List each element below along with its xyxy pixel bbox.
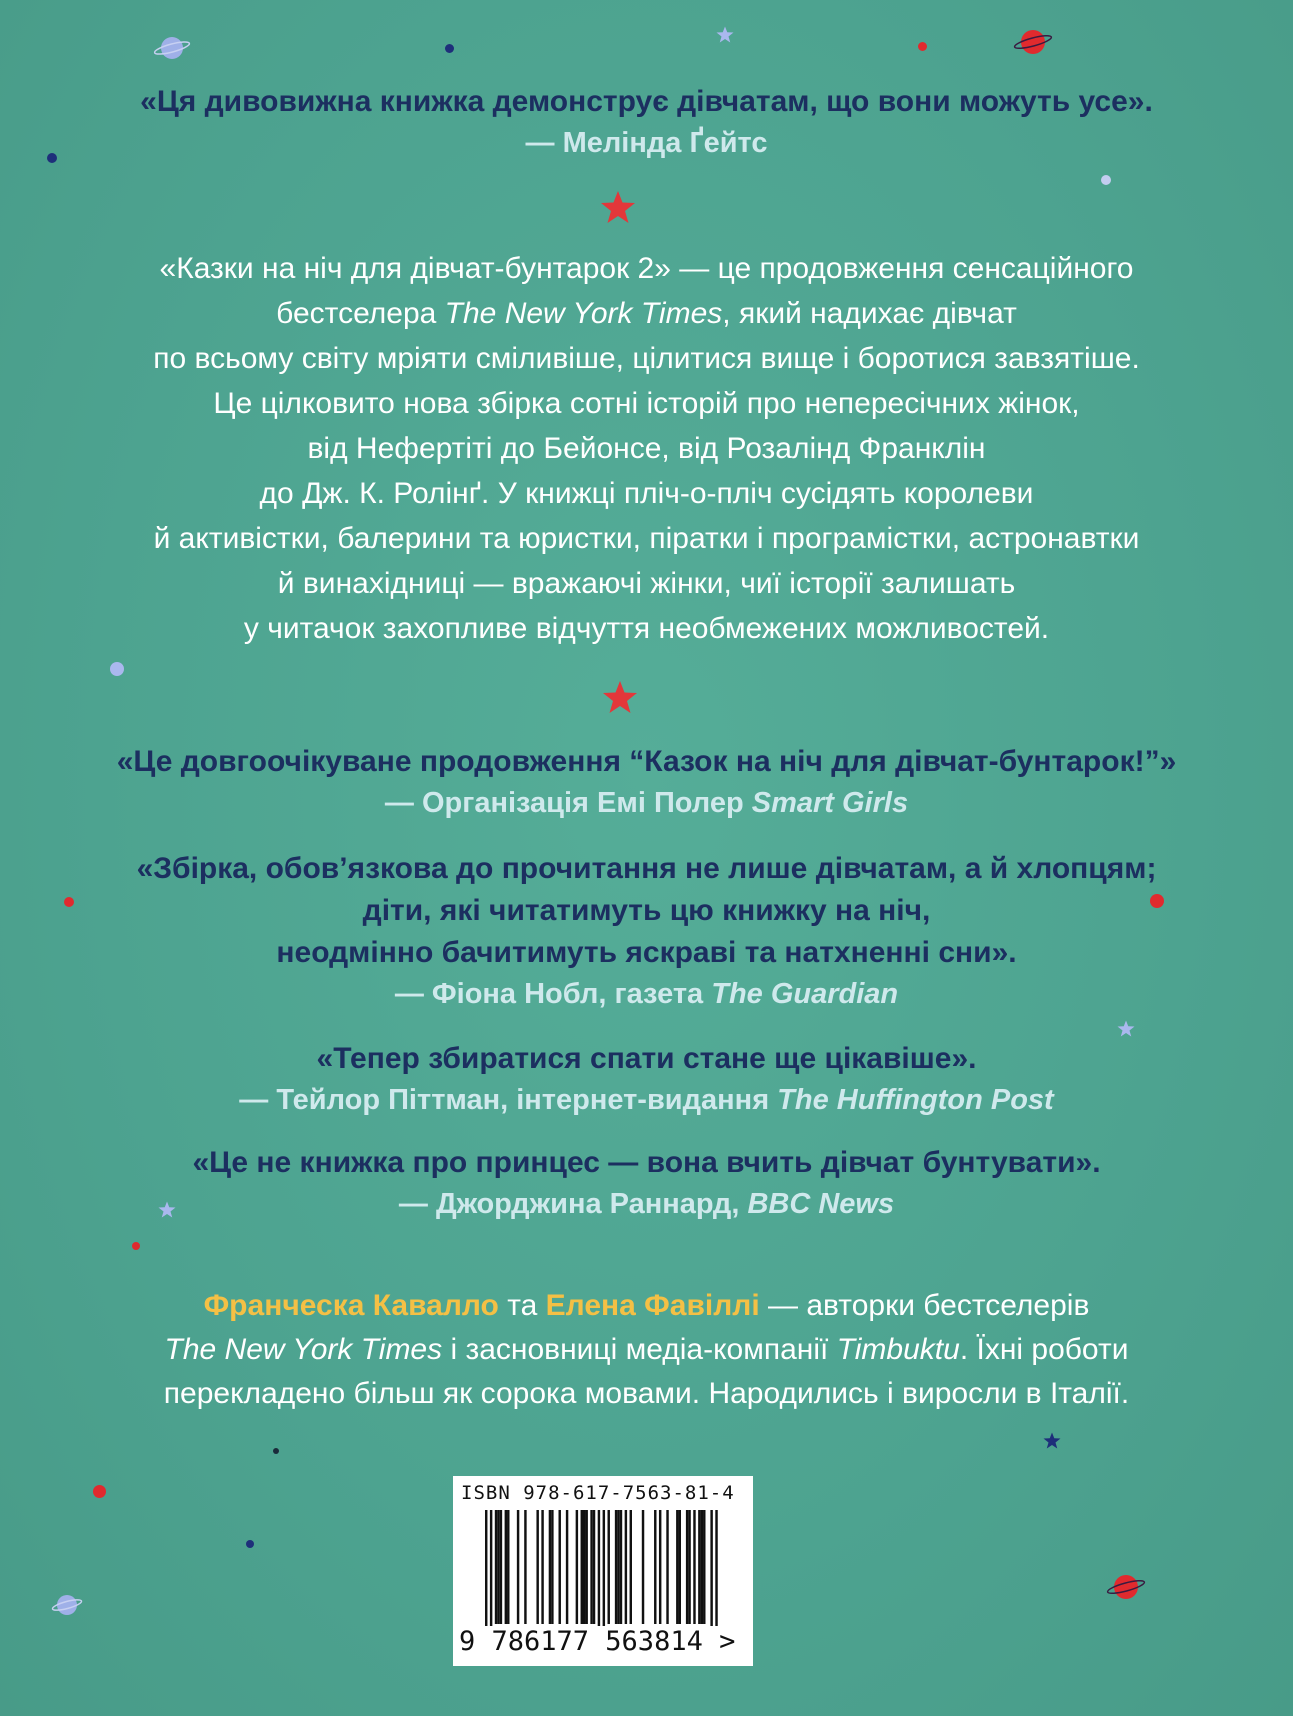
barcode-bar	[715, 1510, 717, 1638]
isbn-barcode	[453, 1476, 753, 1666]
book-description	[40, 246, 1253, 651]
dot-dark-icon	[273, 1448, 279, 1454]
barcode-bar	[625, 1510, 627, 1624]
dot-navy-icon	[445, 44, 454, 53]
description-line: по всьому світу мріяти сміливіше, цілитися вище і боротися завзятіше.	[153, 342, 1140, 375]
authors-text: та	[498, 1289, 546, 1322]
quote-text: «Ця дивовижна книжка демонструє дівчатам, що вони можуть усе».	[140, 85, 1153, 118]
barcode-bar	[654, 1510, 656, 1624]
star-red-icon	[600, 190, 636, 224]
quote-text: неодмінно бачитимуть яскраві та натхненні сни».	[276, 936, 1017, 969]
barcode-bars	[463, 1510, 743, 1638]
star-red-icon	[602, 680, 638, 714]
barcode-bar	[630, 1510, 632, 1624]
barcode-bar	[576, 1510, 578, 1624]
dot-red-icon	[918, 42, 927, 51]
barcode-bar	[497, 1510, 499, 1624]
barcode-bar	[659, 1510, 661, 1624]
description-italic: The New York Times	[444, 297, 723, 330]
authors-text: . Їхні роботи	[959, 1333, 1129, 1366]
planet-blue-icon	[152, 30, 192, 66]
authors-italic: Timbuktu	[836, 1333, 960, 1366]
barcode-bar	[524, 1510, 526, 1624]
barcode-bar	[615, 1510, 617, 1624]
star-small-blue-icon	[716, 26, 734, 43]
barcode-bar	[590, 1510, 592, 1624]
barcode-bar	[549, 1510, 551, 1624]
barcode-bar	[517, 1510, 519, 1624]
barcode-bar	[603, 1510, 605, 1638]
dot-red-icon	[132, 1242, 140, 1250]
barcode-bar	[593, 1510, 595, 1624]
star-small-blue-icon	[1117, 1020, 1135, 1037]
attribution-text: — Джорджина Раннард,	[398, 1188, 748, 1220]
star-small-navy-icon	[1043, 1432, 1061, 1449]
barcode-bar	[701, 1510, 703, 1624]
isbn-label: ISBN 978-617-7563-81-4	[461, 1482, 735, 1504]
description-line: «Казки на ніч для дівчат-бунтарок 2» — це продовження сенсаційного	[159, 252, 1134, 285]
planet-red-icon	[1012, 22, 1054, 62]
quote-text: «Збірка, обов’язкова до прочитання не лише дівчатам, а й хлопцям;	[136, 852, 1157, 885]
barcode-bar	[485, 1510, 487, 1638]
description-line: до Дж. К. Ролінґ. У книжці пліч-о-пліч сусідять королеви	[259, 477, 1034, 510]
barcode-bar	[566, 1510, 568, 1624]
barcode-bar	[620, 1510, 622, 1624]
quote-attribution	[40, 1184, 1253, 1224]
authors-line	[40, 1284, 1253, 1328]
barcode-bar	[686, 1510, 688, 1624]
authors-italic: The New York Times	[164, 1333, 443, 1366]
barcode-bar	[688, 1510, 690, 1624]
authors-text: — авторки бестселерів	[759, 1289, 1090, 1322]
description-line: Це цілковито нова збірка сотні історій про непересічних жінок,	[213, 387, 1080, 420]
authors-line	[40, 1328, 1253, 1372]
barcode-bar	[583, 1510, 585, 1624]
quote-attribution	[40, 783, 1253, 823]
description-line: від Нефертіті до Бейонсе, від Розалінд Франклін	[307, 432, 986, 465]
attribution-italic: Smart Girls	[751, 787, 909, 819]
barcode-bar	[679, 1510, 681, 1624]
description-text: , який надихає дівчат	[722, 297, 1017, 330]
attribution-italic: The Huffington Post	[777, 1084, 1054, 1116]
authors-text: і засновниці медіа-компанії	[442, 1333, 837, 1366]
description-line: у читачок захопливе відчуття необмежених можливостей.	[243, 612, 1050, 645]
quote-attribution	[40, 974, 1253, 1014]
quote-text: «Це довгоочікуване продовження “Казок на ніч для дівчат-бунтарок!”»	[116, 745, 1177, 778]
attribution-italic: BBC News	[747, 1188, 895, 1220]
planet-red-icon	[1105, 1567, 1147, 1607]
attribution-text: — Фіона Нобл, газета	[394, 978, 712, 1010]
barcode-bar	[710, 1510, 712, 1638]
description-line	[40, 291, 1253, 336]
attribution-text: — Організація Емі Полер	[384, 787, 752, 819]
quote-bbc	[40, 1142, 1253, 1224]
barcode-bar	[608, 1510, 610, 1624]
author-name: Елена Фавіллі	[545, 1289, 760, 1322]
quote-attribution: — Мелінда Ґейтс	[525, 127, 768, 159]
barcode-bar	[585, 1510, 587, 1624]
quote-smart-girls	[40, 741, 1253, 823]
barcode-bar	[581, 1510, 583, 1624]
barcode-bar	[495, 1510, 497, 1624]
dot-blue-icon	[1101, 175, 1111, 185]
ean-digits: 9 786177 563814 >	[457, 1626, 751, 1657]
barcode-bar	[598, 1510, 600, 1638]
description-text: бестселера	[276, 297, 445, 330]
barcode-bar	[507, 1510, 509, 1624]
dot-blue-icon	[110, 662, 124, 676]
barcode-bar	[642, 1510, 644, 1624]
barcode-bar	[541, 1510, 543, 1624]
barcode-bar	[676, 1510, 678, 1624]
quote-huffington	[40, 1038, 1253, 1120]
barcode-bar	[698, 1510, 700, 1624]
quote-text: «Це не книжка про принцес — вона вчить дівчат бунтувати».	[192, 1146, 1101, 1179]
attribution-italic: The Guardian	[711, 978, 899, 1010]
barcode-bar	[505, 1510, 507, 1624]
quote-guardian	[40, 848, 1253, 1014]
quote-gates	[40, 81, 1253, 163]
author-name: Франческа Кавалло	[203, 1289, 499, 1322]
description-line: й винахідниці — вражаючі жінки, чиї історії залишать	[277, 567, 1016, 600]
quote-text: діти, які читатимуть цю книжку на ніч,	[362, 894, 931, 927]
barcode-bar	[617, 1510, 619, 1624]
dot-red-icon	[93, 1485, 106, 1498]
quote-attribution	[40, 1080, 1253, 1120]
barcode-bar	[666, 1510, 668, 1624]
barcode-bar	[490, 1510, 492, 1638]
barcode-bar	[703, 1510, 705, 1624]
authors-bio	[40, 1284, 1253, 1416]
barcode-bar	[500, 1510, 502, 1624]
barcode-bar	[559, 1510, 561, 1624]
planet-blue-icon	[50, 1590, 84, 1620]
barcode-bar	[693, 1510, 695, 1624]
attribution-text: — Тейлор Піттман, інтернет-видання	[239, 1084, 778, 1116]
authors-line: перекладено більш як сорока мовами. Народились і виросли в Італії.	[163, 1377, 1130, 1410]
barcode-bar	[551, 1510, 553, 1624]
quote-text: «Тепер збиратися спати стане ще цікавіше».	[316, 1042, 977, 1075]
description-line: й активістки, балерини та юристки, піратки і програмістки, астронавтки	[153, 522, 1140, 555]
barcode-bar	[536, 1510, 538, 1624]
dot-navy-icon	[246, 1540, 254, 1548]
